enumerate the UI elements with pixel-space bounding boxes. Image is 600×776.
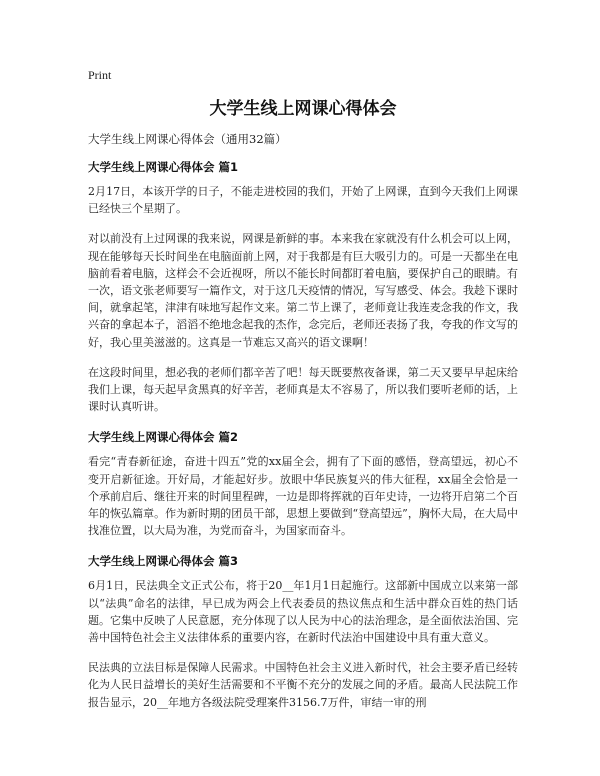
document-page xyxy=(88,66,518,724)
section-3 xyxy=(88,552,518,710)
document-subtitle: 大学生线上网课心得体会（通用32篇） xyxy=(88,132,287,146)
section-2 xyxy=(88,428,518,539)
print-link[interactable]: Print xyxy=(88,68,112,82)
section-heading: 大学生线上网课心得体会 篇1 xyxy=(88,160,239,174)
paragraph: 在这段时间里，想必我的老师们都辛苦了吧！每天既要熬夜备课，第二天又要早早起床给我们上课，每天起早贪黑真的好辛苦，老师真是太不容易了，所以我们要听老师的话，上课时认真听讲。 xyxy=(88,365,518,414)
paragraph: 对以前没有上过网课的我来说，网课是新鲜的事。本来我在家就没有什么机会可以上网，现在能够每天长时间坐在电脑面前上网，对于我都是有巨大吸引力的。可是一天都坐在电脑前看着电脑，这样会不会近视呀，所以不能长时间都盯着电脑，要保护自己的眼睛。有一次，语文张老师要写一篇作文，对于这几天疫情的情况，写写感受、体会。我趁下课时间，就拿起笔，津津有味地写起作文来。第二节上课了，老师竟让我连麦念我的作文，我兴奋的拿起本子，滔滔不绝地念起我的杰作，念完后，老师还表扬了我，夸我的作文写的好，我心里美滋滋的。这真是一节难忘又高兴的语文课啊！ xyxy=(88,232,518,349)
paragraph: 看完“青春新征途，奋进十四五”党的xx届全会，拥有了下面的感悟，登高望远，初心不变开启新征途。开好局，才能起好步。放眼中华民族复兴的伟大征程，xx届全会恰是一个承前启后、继往开来的时间里程碑，一边是即将挥就的百年史诗，一边将开启第二个百年的恢弘篇章。作为新时期的团员干部，思想上要做到“登高望远”，胸怀大局，在大局中找准位置，以大局为准，为党而奋斗，为国家而奋斗。 xyxy=(88,455,518,538)
section-1 xyxy=(88,158,518,415)
paragraph: 2月17日，本该开学的日子，不能走进校园的我们，开始了上网课，直到今天我们上网课已经快三个星期了。 xyxy=(88,185,518,216)
section-heading: 大学生线上网课心得体会 篇3 xyxy=(88,554,239,569)
document-title: 大学生线上网课心得体会 xyxy=(209,99,397,119)
section-heading: 大学生线上网课心得体会 篇2 xyxy=(88,430,239,445)
paragraph: 民法典的立法目标是保障人民需求。中国特色社会主义进入新时代，社会主要矛盾已经转化为人民日益增长的美好生活需要和不平衡不充分的发展之间的矛盾。最高人民法院工作报告显示，20__年地方各级法院受理案件3156.7万件，审结一审的刑 xyxy=(88,661,518,709)
paragraph: 6月1日，民法典全文正式公布，将于20__年1月1日起施行。这部新中国成立以来第一部以“法典”命名的法律，早已成为两会上代表委员的热议焦点和生活中群众百姓的热门话题。它集中反映了人民意愿，充分体现了以人民为中心的法治理念，是全面依法治国、完善中国特色社会主义法律体系的重要内容，在新时代法治中国建设中具有重大意义。 xyxy=(88,579,518,645)
